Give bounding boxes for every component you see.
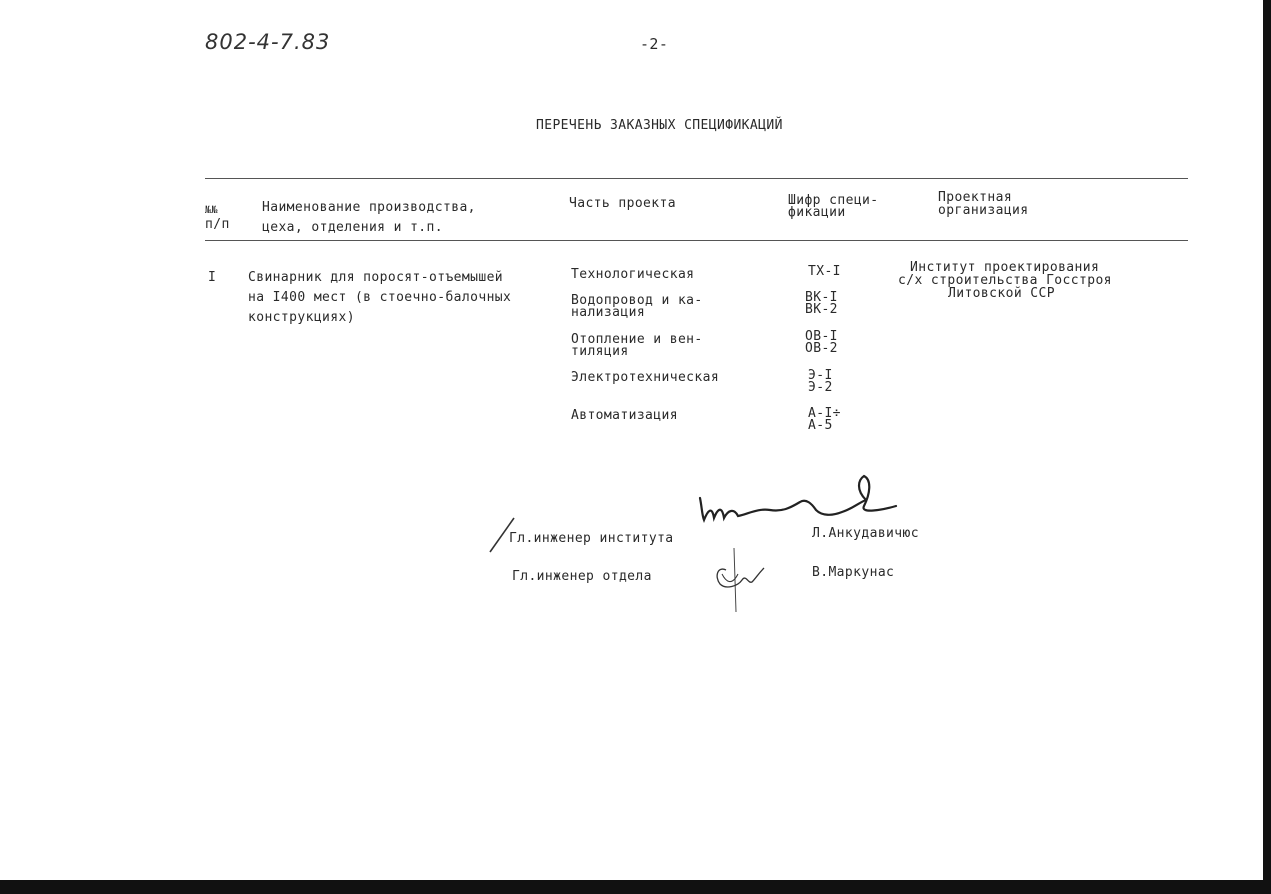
code-ov1: ОВ-I [805, 329, 838, 344]
header-part: Часть проекта [569, 196, 676, 211]
header-name-line1: Наименование производства, [262, 200, 476, 215]
part-electrical: Электротехническая [571, 370, 720, 385]
signature-role-institute: Гл.инженер института [509, 531, 674, 546]
code-ov2: ОВ-2 [805, 341, 838, 356]
code-a5: А-5 [808, 418, 833, 433]
table-header-rule [205, 240, 1188, 241]
header-code-line1: Шифр специ- [788, 193, 879, 208]
row-name-line3: конструкциях) [248, 310, 355, 325]
part-technological: Технологическая [571, 267, 695, 282]
code-tx1: ТХ-I [808, 264, 841, 279]
code-a1: А-I÷ [808, 406, 841, 421]
part-heating-line1: Отопление и вен- [571, 332, 703, 347]
header-org-line1: Проектная [938, 190, 1013, 205]
code-e2: Э-2 [808, 380, 833, 395]
row-name-line2: на I400 мест (в стоечно-балочных [248, 290, 512, 305]
code-vk1: ВК-I [805, 290, 838, 305]
signature-role-department: Гл.инженер отдела [512, 569, 652, 584]
header-org-line2: организация [938, 203, 1029, 218]
signature-name-ankudavichus: Л.Анкудавичюс [812, 526, 919, 541]
header-num-line2: п/п [205, 217, 230, 232]
part-automation: Автоматизация [571, 408, 678, 423]
part-water-line2: нализация [571, 305, 646, 320]
doc-code: 802-4-7.83 [205, 30, 331, 54]
row-name-line1: Свинарник для поросят-отъемышей [248, 270, 504, 285]
handwritten-signature-icon [486, 470, 906, 620]
code-e1: Э-I [808, 368, 833, 383]
document-title: ПЕРЕЧЕНЬ ЗАКАЗНЫХ СПЕЦИФИКАЦИЙ [536, 118, 783, 133]
page-number: -2- [640, 35, 669, 53]
part-heating-line2: тиляция [571, 344, 629, 359]
row-number: I [208, 270, 217, 285]
org-line3: Литовской ССР [948, 286, 1055, 301]
header-code-line2: фикации [788, 205, 846, 220]
header-name-line2: цеха, отделения и т.п. [262, 220, 443, 235]
org-line1: Институт проектирования [910, 260, 1100, 275]
signature-name-markunas: В.Маркунас [812, 565, 895, 580]
org-line2: с/х строительства Госстроя [898, 273, 1112, 288]
header-num-line1: №№ [205, 205, 218, 216]
part-water-line1: Водопровод и ка- [571, 293, 703, 308]
table-top-rule [205, 178, 1188, 179]
code-vk2: ВК-2 [805, 302, 838, 317]
